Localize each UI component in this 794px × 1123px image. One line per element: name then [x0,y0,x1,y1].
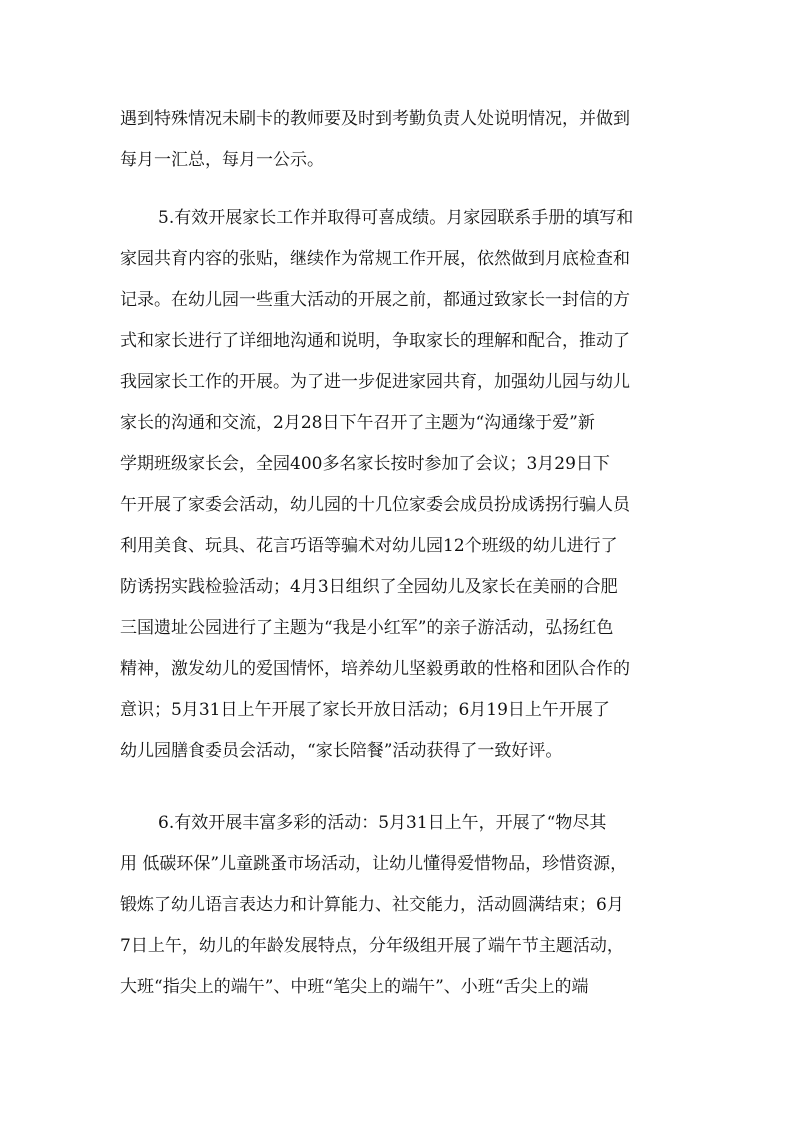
text-line: 锻炼了幼儿语言表达力和计算能力、社交能力，活动圆满结束；6月 [120,895,624,915]
text-line: 遇到特殊情况未刷卡的教师要及时到考勤负责人处说明情况，并做到 [120,109,630,129]
text-line: 幼儿园膳食委员会活动，“家长陪餐”活动获得了一致好评。 [120,741,563,761]
text-line: 7日上午，幼儿的年龄发展特点，分年级组开展了端午节主题活动， [120,936,624,956]
paragraph-6-first-line: 6.有效开展丰富多彩的活动：5月31日上午，开展了“物尽其 [158,813,607,833]
text-line: 记录。在幼儿园一些重大活动的开展之前，都通过致家长一封信的方 [120,290,630,310]
text-line: 用 低碳环保”儿童跳蚤市场活动，让幼儿懂得爱惜物品，珍惜资源， [120,854,628,874]
text-line: 意识；5月31日上午开展了家长开放日活动；6月19日上午开展了 [120,700,610,720]
text-line: 家长的沟通和交流，2月28日下午召开了主题为“沟通缘于爱”新 [120,413,595,433]
text-line: 午开展了家委会活动，幼儿园的十几位家委会成员扮成诱拐行骗人员 [120,495,630,515]
text-line: 大班“指尖上的端午”、中班“笔尖上的端午”、小班“舌尖上的端 [120,977,589,997]
text-line: 我园家长工作的开展。为了进一步促进家园共育，加强幼儿园与幼儿 [120,372,630,392]
text-line: 防诱拐实践检验活动；4月3日组织了全园幼儿及家长在美丽的合肥 [120,577,618,597]
text-line: 家园共育内容的张贴，继续作为常规工作开展，依然做到月底检查和 [120,249,630,269]
text-line: 学期班级家长会，全园400多名家长按时参加了会议；3月29日下 [120,454,610,474]
text-line: 式和家长进行了详细地沟通和说明，争取家长的理解和配合，推动了 [120,331,630,351]
paragraph-5-first-line: 5.有效开展家长工作并取得可喜成绩。月家园联系手册的填写和 [158,208,634,228]
text-line: 三国遗址公园进行了主题为“我是小红军”的亲子游活动，弘扬红色 [120,618,614,638]
text-line: 利用美食、玩具、花言巧语等骗术对幼儿园12个班级的幼儿进行了 [120,536,618,556]
text-line: 每月一汇总，每月一公示。 [120,150,324,170]
text-line: 精神，激发幼儿的爱国情怀，培养幼儿坚毅勇敢的性格和团队合作的 [120,659,630,679]
